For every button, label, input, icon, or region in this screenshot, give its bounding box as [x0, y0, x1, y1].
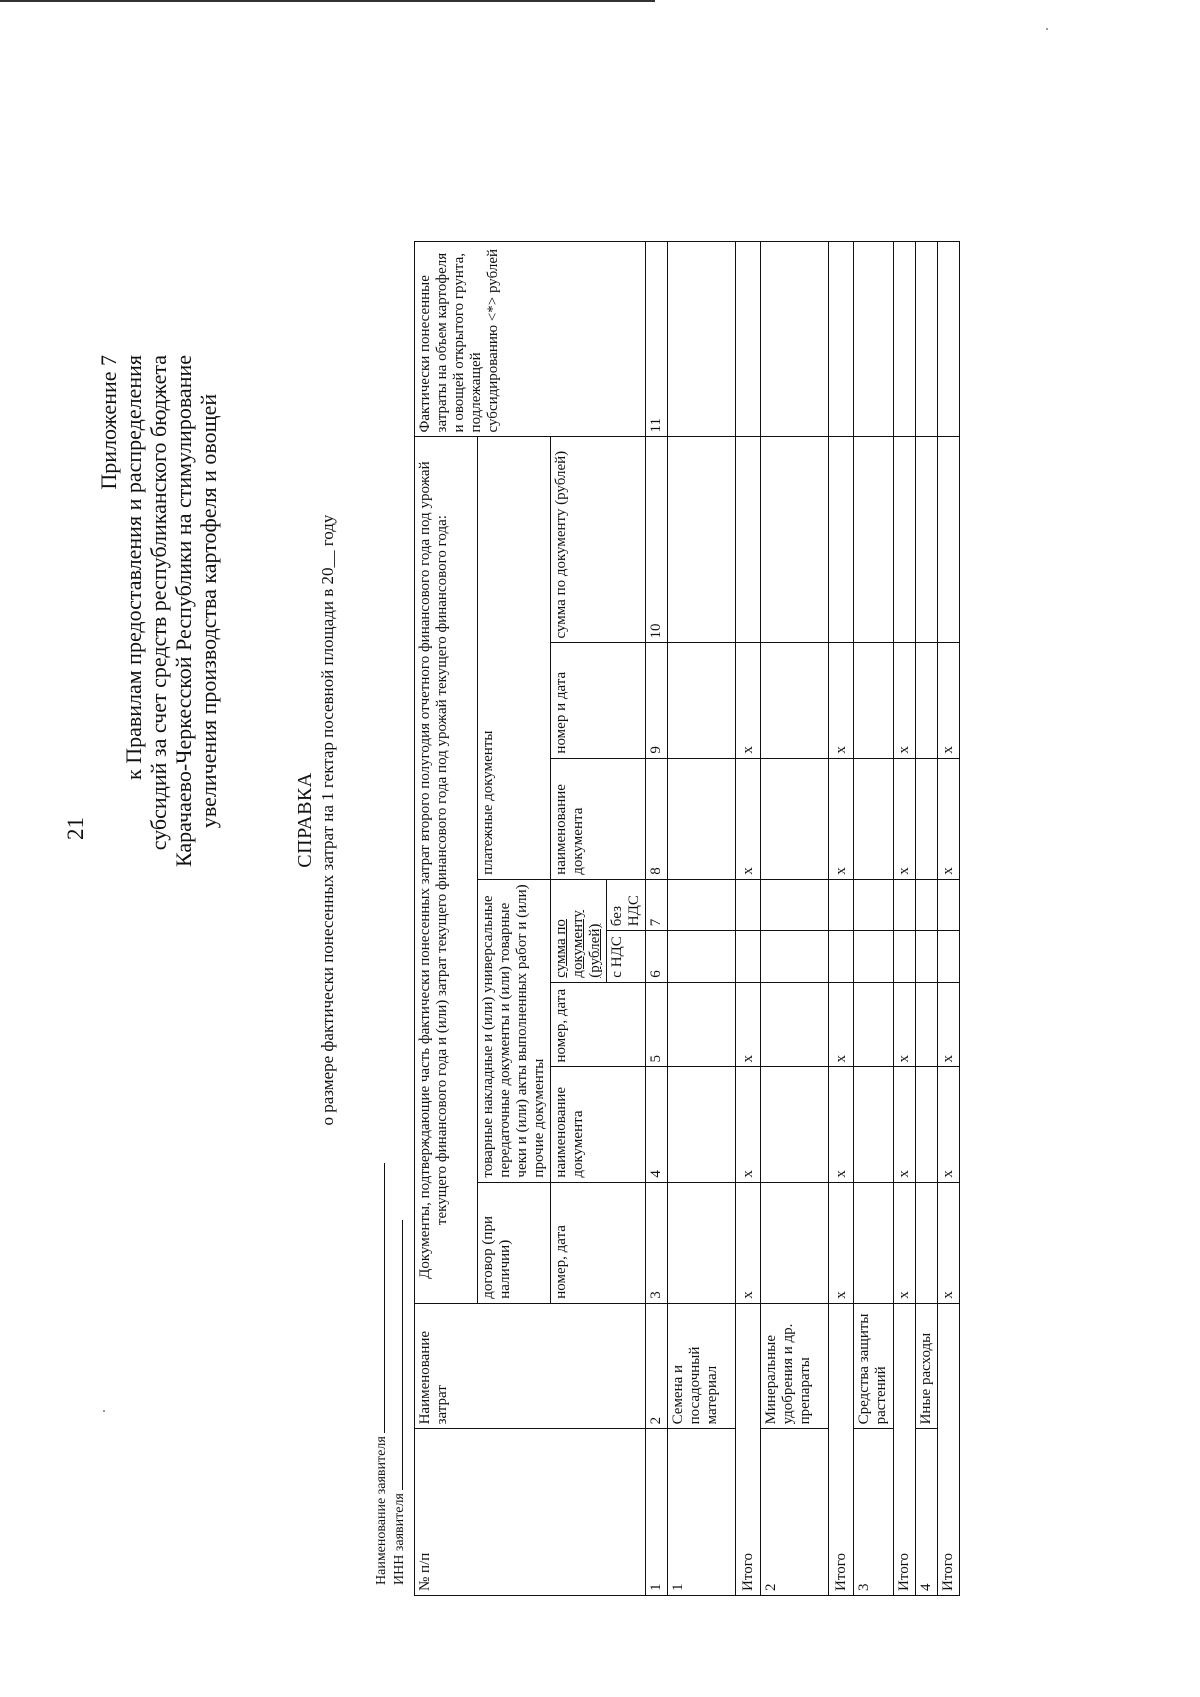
x-mark: x	[894, 758, 916, 879]
cell[interactable]	[761, 242, 829, 437]
cell[interactable]	[916, 879, 938, 930]
header-sum-doc-2: сумма по документу (рублей)	[551, 437, 646, 643]
col-number: 6	[646, 931, 668, 982]
cell[interactable]	[736, 437, 761, 643]
x-mark: x	[736, 643, 761, 758]
header-sum-doc: сумма по документу (рублей)	[551, 879, 607, 982]
table-row	[761, 242, 829, 1596]
cell[interactable]	[916, 437, 938, 643]
cell[interactable]	[736, 879, 761, 930]
x-mark: x	[894, 1067, 916, 1182]
header-doc-name: наименование документа	[551, 1067, 646, 1182]
col-number: 11	[646, 242, 668, 437]
total-label: Итого	[938, 1303, 960, 1595]
cell[interactable]	[829, 931, 854, 982]
page-number: 21	[63, 817, 88, 840]
applicant-name-label: Наименование заявителя	[374, 1436, 389, 1585]
appendix-line: Карачаево-Черкесской Республики на стимулирование	[171, 355, 196, 868]
x-mark: x	[894, 1182, 916, 1303]
total-row	[894, 242, 916, 1596]
cell[interactable]	[894, 879, 916, 930]
cell[interactable]	[916, 982, 938, 1067]
cell[interactable]	[761, 1067, 829, 1182]
x-mark: x	[829, 643, 854, 758]
cell[interactable]	[894, 242, 916, 437]
cell[interactable]	[668, 1067, 736, 1182]
cell[interactable]	[854, 982, 894, 1067]
cell[interactable]	[829, 879, 854, 930]
applicant-name-field[interactable]	[373, 1163, 385, 1433]
cell[interactable]	[668, 1182, 736, 1303]
appendix-note	[96, 355, 221, 867]
cell[interactable]	[736, 242, 761, 437]
cell[interactable]	[938, 242, 960, 437]
x-mark: x	[938, 1067, 960, 1182]
cell[interactable]	[916, 1067, 938, 1182]
x-mark: x	[829, 1067, 854, 1182]
row-num: 1	[668, 1429, 736, 1596]
cell[interactable]	[938, 437, 960, 643]
cell[interactable]	[668, 643, 736, 758]
cell[interactable]	[761, 643, 829, 758]
header-name: Наименование затрат	[415, 1303, 646, 1429]
applicant-inn-row	[391, 1220, 408, 1585]
cell[interactable]	[668, 758, 736, 879]
header-number-date: номер, дата	[551, 1182, 646, 1303]
column-numbers-row	[646, 242, 668, 1596]
row-name: Средства защиты растений	[854, 1303, 894, 1429]
header-contract: договор (при наличии)	[478, 1182, 551, 1303]
total-row	[938, 242, 960, 1596]
document-subtitle: о размере фактически понесенных затрат на 1 гектар посевной площади в 20__ году	[318, 514, 337, 1126]
x-mark: x	[894, 643, 916, 758]
applicant-inn-label: ИНН заявителя	[392, 1493, 407, 1585]
x-mark: x	[829, 1182, 854, 1303]
cell[interactable]	[916, 758, 938, 879]
col-number: 9	[646, 643, 668, 758]
cell[interactable]	[761, 758, 829, 879]
row-name: Иные расходы	[916, 1303, 938, 1429]
cell[interactable]	[829, 242, 854, 437]
cell[interactable]	[668, 879, 736, 930]
col-number: 4	[646, 1067, 668, 1182]
x-mark: x	[938, 758, 960, 879]
cell[interactable]	[829, 437, 854, 643]
x-mark: x	[938, 1182, 960, 1303]
header-number-date-2: номер, дата	[551, 982, 646, 1067]
cell[interactable]	[854, 1182, 894, 1303]
cell[interactable]	[938, 931, 960, 982]
header-with-vat: с НДС	[607, 931, 646, 982]
header-payment-docs: платежные документы	[478, 437, 551, 879]
cell[interactable]	[761, 1182, 829, 1303]
cell[interactable]	[894, 437, 916, 643]
x-mark: x	[736, 982, 761, 1067]
x-mark: x	[829, 982, 854, 1067]
cell[interactable]	[916, 242, 938, 437]
cell[interactable]	[916, 643, 938, 758]
col-number: 2	[646, 1303, 668, 1429]
header-number-and-date: номер и дата	[551, 643, 646, 758]
cell[interactable]	[916, 1182, 938, 1303]
col-number: 8	[646, 758, 668, 879]
x-mark: x	[938, 982, 960, 1067]
x-mark: x	[938, 643, 960, 758]
table-row	[854, 242, 894, 1596]
cell[interactable]	[668, 931, 736, 982]
row-num: 2	[761, 1429, 829, 1596]
cell[interactable]	[668, 242, 736, 437]
header-docs-group: Документы, подтверждающие часть фактически понесенных затрат второго полугодия отчетного финансового года под урожай текущего финансового года и (или) затрат текущего финансового года под урожай текущего финансового года:	[415, 437, 478, 1303]
row-num: 3	[854, 1429, 894, 1596]
total-label: Итого	[894, 1303, 916, 1595]
header-goods-docs: товарные накладные и (или) универсальные передаточные документы и (или) товарные чеки и (или) акты выполненных работ и (или) прочие документы	[478, 879, 551, 1182]
x-mark: x	[894, 982, 916, 1067]
costs-table	[414, 241, 960, 1596]
header-doc-name-2: наименование документа	[551, 758, 646, 879]
row-num: 4	[916, 1429, 938, 1596]
cell[interactable]	[894, 931, 916, 982]
cell[interactable]	[668, 982, 736, 1067]
cell[interactable]	[916, 931, 938, 982]
x-mark: x	[736, 1182, 761, 1303]
header-actual-costs: Фактически понесенные затраты на объем картофеля и овощей открытого грунта, подлежащей субсидированию <*> рублей	[415, 242, 646, 437]
cell[interactable]	[668, 437, 736, 643]
total-label: Итого	[736, 1303, 761, 1595]
appendix-line: Приложение 7	[96, 355, 121, 490]
col-number: 1	[646, 1429, 668, 1596]
col-number: 10	[646, 437, 668, 643]
cell[interactable]	[761, 879, 829, 930]
row-name: Семена и посадочный материал	[668, 1303, 736, 1429]
x-mark: x	[736, 758, 761, 879]
cell[interactable]	[938, 879, 960, 930]
header-without-vat: без НДС	[607, 879, 646, 930]
cell[interactable]	[854, 931, 894, 982]
col-number: 7	[646, 879, 668, 930]
row-name: Минеральные удобрения и др. препараты	[761, 1303, 829, 1429]
x-mark: x	[736, 1067, 761, 1182]
table-row	[916, 242, 938, 1596]
header-num: № п/п	[415, 1429, 646, 1596]
appendix-line: увеличения производства картофеля и овощей	[196, 393, 221, 829]
col-number: 3	[646, 1182, 668, 1303]
cell[interactable]	[761, 437, 829, 643]
x-mark: x	[829, 758, 854, 879]
cell[interactable]	[854, 758, 894, 879]
cell[interactable]	[854, 879, 894, 930]
total-row	[736, 242, 761, 1596]
table-row	[668, 242, 736, 1596]
col-number: 5	[646, 982, 668, 1067]
appendix-line: к Правилам предоставления и распределения	[121, 355, 146, 780]
cell[interactable]	[761, 931, 829, 982]
cell[interactable]	[854, 643, 894, 758]
cell[interactable]	[761, 982, 829, 1067]
cell[interactable]	[854, 1067, 894, 1182]
cell[interactable]	[854, 242, 894, 437]
applicant-inn-field[interactable]	[391, 1220, 403, 1490]
appendix-line: субсидий за счет средств республиканского бюджета	[146, 355, 171, 851]
applicant-name-row	[373, 1163, 390, 1585]
total-row	[829, 242, 854, 1596]
cell[interactable]	[854, 437, 894, 643]
document-title: СПРАВКА	[294, 772, 316, 868]
cell[interactable]	[736, 931, 761, 982]
total-label: Итого	[829, 1303, 854, 1595]
